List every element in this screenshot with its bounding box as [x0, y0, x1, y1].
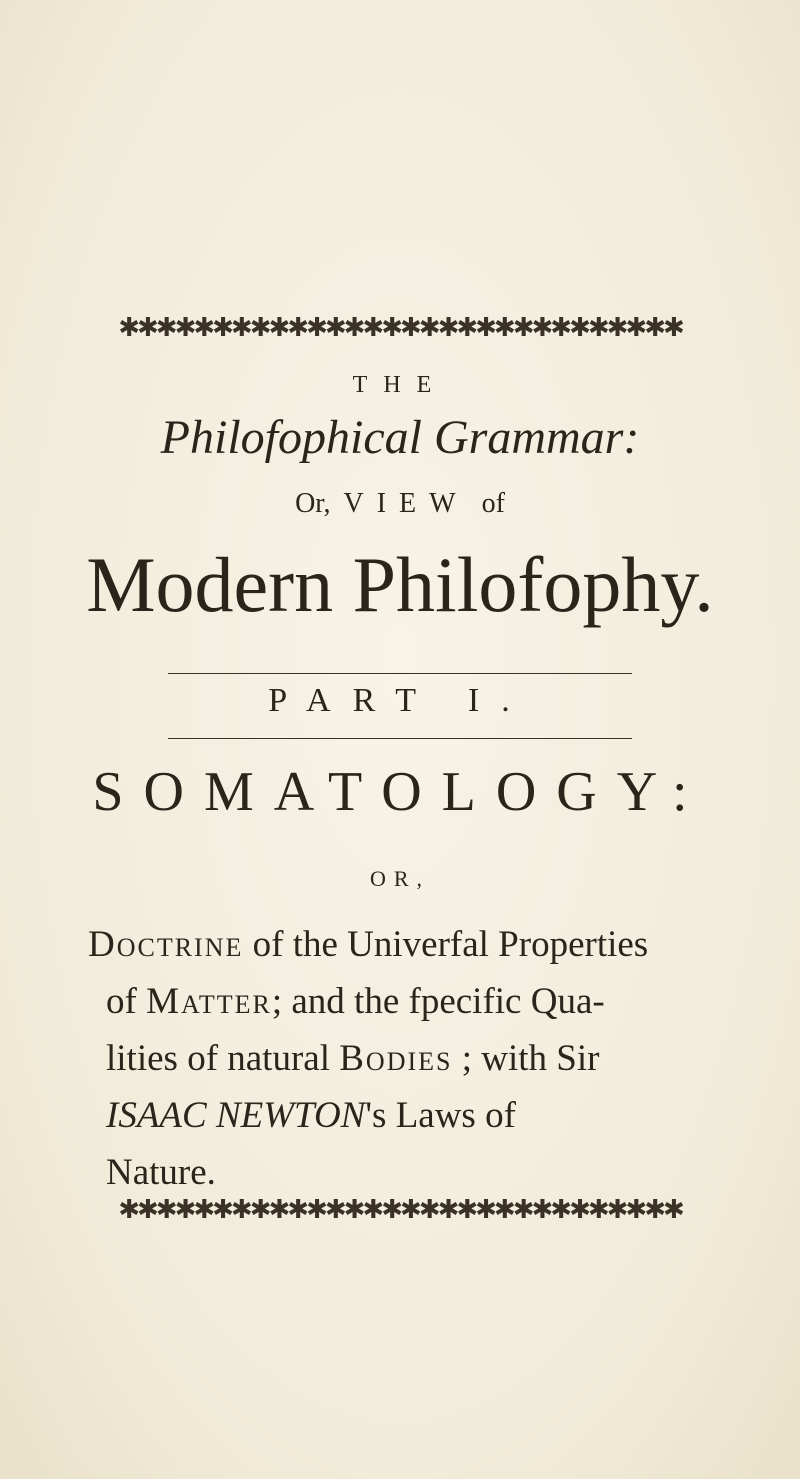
subtitle-of: of	[481, 488, 505, 519]
bottom-ornament-border: ✱✱✱✱✱✱✱✱✱✱✱✱✱✱✱✱✱✱✱✱✱✱✱✱✱✱✱✱✱✱	[118, 1195, 682, 1225]
section-heading: SOMATOLOGY:	[92, 761, 708, 823]
text-line-1: Doctrine of the Univerfal Properties	[88, 924, 649, 965]
top-ornament-border: ✱✱✱✱✱✱✱✱✱✱✱✱✱✱✱✱✱✱✱✱✱✱✱✱✱✱✱✱✱✱	[118, 313, 682, 343]
subtitle-view: VIEW	[343, 488, 469, 519]
divider-rule-top	[168, 673, 632, 674]
subtitle-or: Or,	[295, 488, 331, 519]
text-line-4: ISAAC NEWTON's Laws of	[106, 1095, 516, 1136]
the-heading: THE	[352, 372, 448, 398]
book-title: Philofophical Grammar:	[160, 411, 640, 464]
part-heading: PART I.	[268, 682, 532, 719]
or-connector: OR,	[369, 866, 431, 891]
text-line-2: of Matter; and the fpecific Qua-	[106, 981, 605, 1022]
subtitle-line	[0, 488, 800, 520]
description-paragraph	[88, 916, 720, 1201]
text-line-5: Nature.	[106, 1152, 216, 1193]
main-title: Modern Philofophy.	[86, 541, 714, 628]
text-line-3: lities of natural Bodies ; with Sir	[106, 1038, 600, 1079]
divider-rule-bottom	[168, 738, 632, 739]
